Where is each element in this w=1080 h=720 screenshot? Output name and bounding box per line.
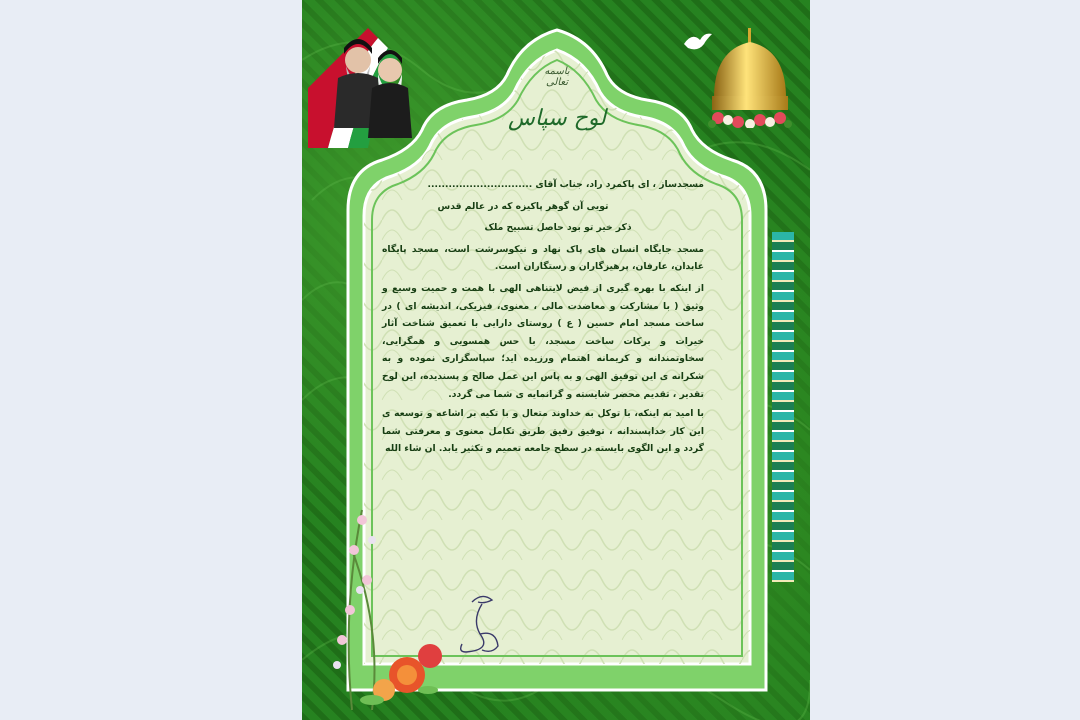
certificate-body (382, 176, 704, 458)
paragraph-3: با امید به اینکه، با توکل به خداوند متعال و با تکیه بر اشاعه و توسعه ی این کار خداپسندانه ، توفیق رفیق طریق تکامل معنوی و معرفتی شما گردد و این الگوی بایسته در سطح جامعه تعمیم و تکثیر یابد. ان شاء الله (382, 408, 704, 455)
certificate-title: لوح سپاس (508, 106, 606, 131)
flowers-icon (312, 490, 442, 710)
signature-icon (452, 590, 512, 660)
verse-line-1: تویی آن گوهر پاکیزه که در عالم قدس (437, 200, 609, 212)
paragraph-2: از اینکه با بهره گیری از فیض لایتناهی الهی با همت و حمیت وسیع و وثیق ( با مشارکت و معاضدت مالی ، معنوی، فیزیکی، اندیشه ای ) در ساخت مسجد امام حسین ( ع ) روستای دارایی با تعمیق شناخت آثار خیرات و برکات ساخت مسجد، با حس همسویی و همگرایی، سخاوتمندانه و کریمانه اهتمام ورزیده اید؛ سپاسگزاری نموده و به شکرانه ی این توفیق الهی و به پاس این عمل صالح و پسندیده، این لوح تقدیر ، تقدیم محضر شایسته و گرانمایه ی شما می گردد. (382, 282, 704, 400)
decorative-border-strip (772, 232, 794, 582)
salutation-line: مسجدساز ، ای پاکمرد راد، جناب آقای .............................. (427, 179, 704, 190)
verse-line-2: ذکر خیر تو بود حاصل تسبیح ملک (484, 222, 632, 234)
bismillah-heading: باسمه تعالی (544, 66, 570, 88)
dome-icon (708, 28, 792, 128)
paragraph-1: مسجد جایگاه انسان های پاک نهاد و نیکوسرشت است، مسجد پایگاه عابدان، عارفان، پرهیزگاران و رستگاران است. (382, 243, 704, 273)
certificate-poster (302, 0, 810, 720)
leaders-portrait (308, 18, 418, 148)
